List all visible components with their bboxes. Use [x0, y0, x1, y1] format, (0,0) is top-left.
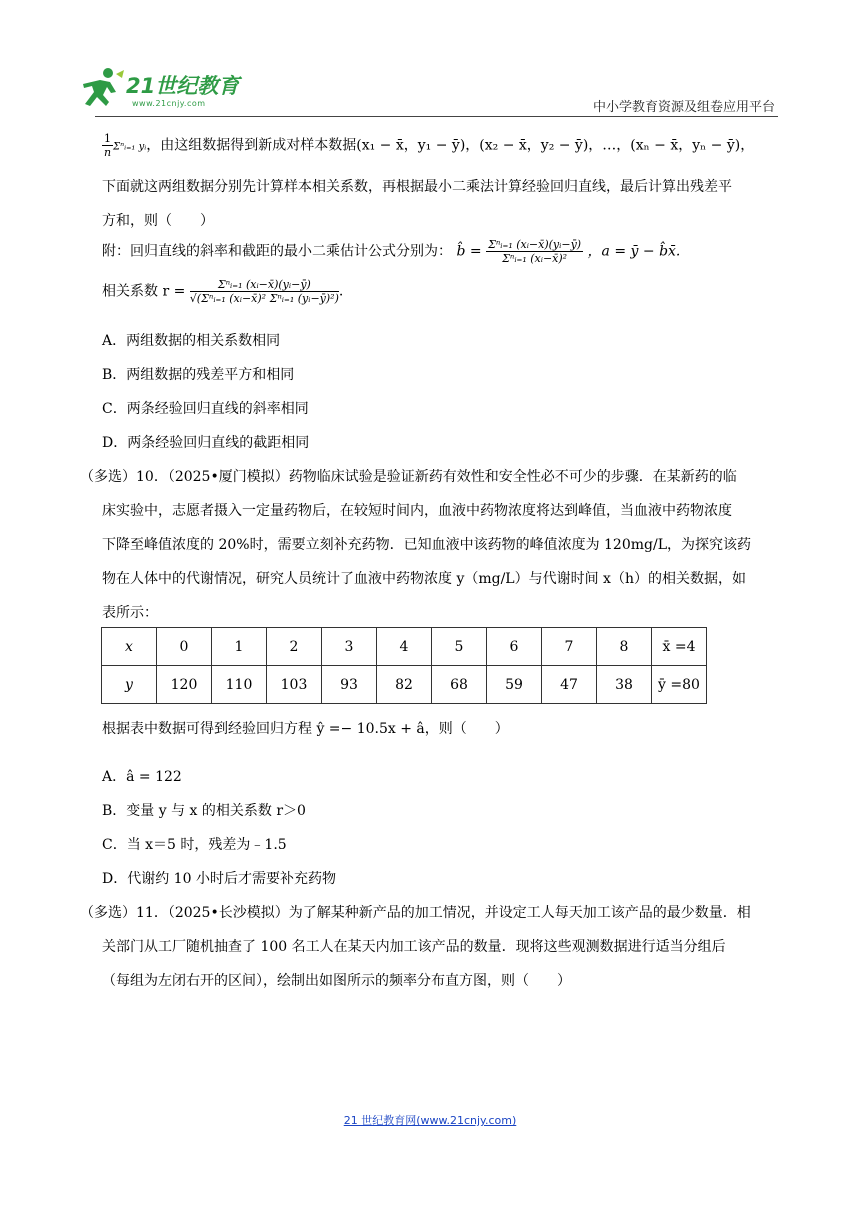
q10-line-5: 表所示： [102, 605, 158, 621]
table-cell: 110 [212, 666, 267, 704]
q11-line-3: （每组为左闭右开的区间），绘制出如图所示的频率分布直方图，则（ ） [102, 973, 571, 989]
table-cell: 68 [432, 666, 487, 704]
q10-line-1: （多选）10．（2025•厦门模拟）药物临床试验是验证新药有效性和安全性必不可少的步骤．在某新药的临 [80, 469, 737, 485]
q10-option-b: B．变量 y 与 x 的相关系数 r＞0 [102, 803, 306, 819]
table-cell: 103 [267, 666, 322, 704]
q10-option-d: D．代谢约 10 小时后才需要补充药物 [102, 871, 336, 887]
b-formula-denominator: Σⁿᵢ₌₁ (xᵢ−x̄)² [502, 252, 568, 265]
table-cell: ȳ =80 [652, 666, 707, 704]
q10-regression-line: 根据表中数据可得到经验回归方程 ŷ =− 10.5x + â，则（ ） [102, 721, 509, 737]
site-logo[interactable] [78, 66, 258, 116]
logo-title: 21世纪教育 [126, 74, 240, 98]
table-cell: 5 [432, 628, 487, 666]
a-formula: ，a = ȳ − b̂x̄. [587, 243, 681, 260]
table-cell: 2 [267, 628, 322, 666]
table-cell: 47 [542, 666, 597, 704]
table-cell: 59 [487, 666, 542, 704]
page-footer [0, 1112, 860, 1128]
intro-line-3: 方和，则（ ） [102, 213, 214, 229]
q10-data-table [101, 627, 707, 704]
intro-line-1-text: ，由这组数据得到新成对样本数据(x₁ − x̄，y₁ − ȳ)，(x₂ − x̄，y₂ − ȳ)，…，(xₙ − x̄，yₙ − ȳ)， [146, 137, 755, 154]
table-cell: 6 [487, 628, 542, 666]
q11-line-2: 关部门从工厂随机抽查了 100 名工人在某天内加工该产品的数量．现将这些观测数据进行适当分组后 [102, 939, 726, 955]
q9-option-a: A．两组数据的相关系数相同 [102, 333, 281, 349]
q11-line-1: （多选）11．（2025•长沙模拟）为了解某种新产品的加工情况，并设定工人每天加工该产品的最少数量．相 [80, 905, 751, 921]
b-formula-numerator: Σⁿᵢ₌₁ (xᵢ−x̄)(yᵢ−ȳ) [488, 238, 582, 251]
q9-option-d: D．两条经验回归直线的截距相同 [102, 435, 310, 451]
table-cell: 3 [322, 628, 377, 666]
table-cell: 93 [322, 666, 377, 704]
table-cell: x̄ =4 [652, 628, 707, 666]
header-divider [95, 116, 778, 117]
runner-icon [78, 66, 126, 112]
r-formula-denominator: √(Σⁿᵢ₌₁ (xᵢ−x̄)² Σⁿᵢ₌₁ (yᵢ−ȳ)²) [189, 292, 339, 305]
q10-option-a: A．â = 122 [102, 769, 182, 785]
table-cell: 120 [157, 666, 212, 704]
q10-line-4: 物在人体中的代谢情况，研究人员统计了血液中药物浓度 y（mg/L）与代谢时间 x（h）的相关数据，如 [102, 571, 746, 587]
table-cell: y [102, 666, 157, 704]
table-cell: 1 [212, 628, 267, 666]
table-cell: 8 [597, 628, 652, 666]
table-cell: 38 [597, 666, 652, 704]
sum-symbol: Σⁿᵢ₌₁ yᵢ [113, 141, 147, 153]
r-formula-numerator: Σⁿᵢ₌₁ (xᵢ−x̄)(yᵢ−ȳ) [190, 278, 339, 292]
appendix-text: 附：回归直线的斜率和截距的最小二乘估计公式分别为： [102, 243, 452, 260]
intro-line-1 [102, 132, 754, 159]
b-hat-symbol: b̂ = [456, 243, 482, 260]
q9-option-b: B．两组数据的残差平方和相同 [102, 367, 295, 383]
appendix-line [102, 238, 680, 265]
footer-link[interactable]: 21 世纪教育网(www.21cnjy.com) [343, 1114, 517, 1127]
table-cell: 7 [542, 628, 597, 666]
b-formula [486, 238, 583, 265]
table-row-x [102, 628, 707, 666]
r-formula [190, 278, 339, 305]
q10-line-3: 下降至峰值浓度的 20%时，需要立刻补充药物．已知血液中该药物的峰值浓度为 120mg/L，为探究该药 [102, 537, 751, 553]
one-over-n: $\frac{1}{n}$ [103, 132, 112, 159]
intro-line-2: 下面就这两组数据分别先计算样本相关系数，再根据最小二乘法计算经验回归直线，最后计算出残差平 [102, 179, 732, 195]
platform-title: 中小学教育资源及组卷应用平台 [592, 100, 775, 115]
table-cell: 0 [157, 628, 212, 666]
table-row-y [102, 666, 707, 704]
table-cell: 82 [377, 666, 432, 704]
q10-option-c: C．当 x＝5 时，残差为﹣1.5 [102, 837, 287, 853]
page-header [0, 0, 860, 118]
r-formula-line: 相关系数 r = $\frac{\text{Σⁿᵢ₌₁ (xᵢ−x̄)(yᵢ−ȳ)}}{\text{√(Σⁿᵢ₌₁ (xᵢ−x̄)² Σⁿᵢ₌₁ (yᵢ−ȳ)²)}}$ . [102, 278, 344, 305]
table-cell: 4 [377, 628, 432, 666]
logo-url: www.21cnjy.com [132, 99, 206, 108]
q9-option-c: C．两条经验回归直线的斜率相同 [102, 401, 309, 417]
r-label: 相关系数 r = [102, 283, 186, 300]
table-cell: x [102, 628, 157, 666]
q10-line-2: 床实验中，志愿者摄入一定量药物后，在较短时间内，血液中药物浓度将达到峰值，当血液中药物浓度 [102, 503, 732, 519]
